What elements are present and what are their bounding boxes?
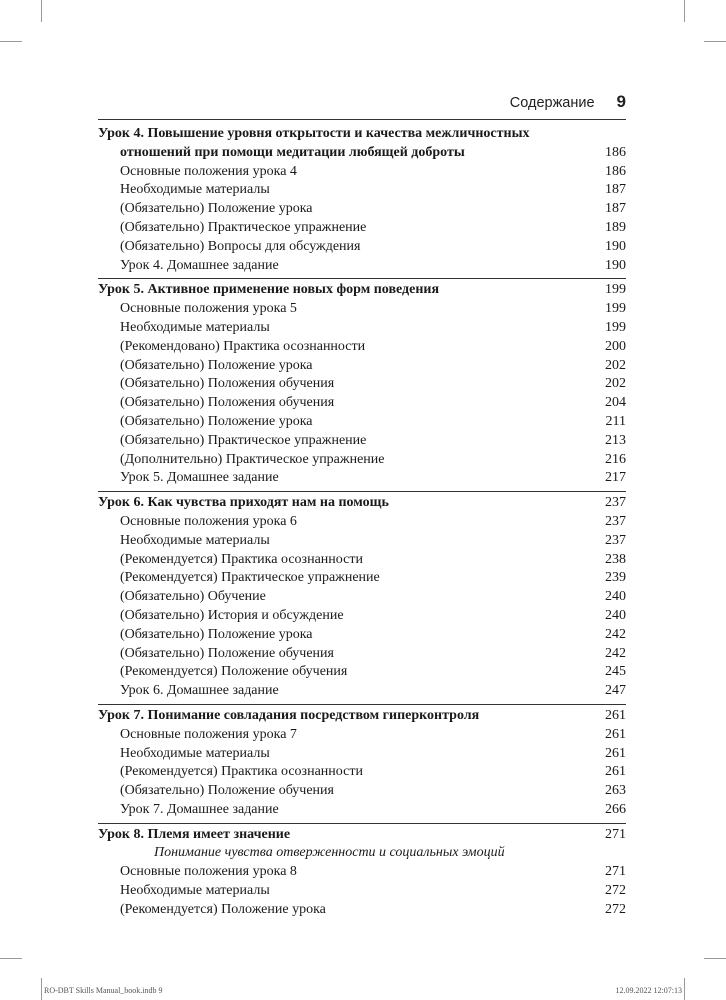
toc-entry[interactable] [98, 801, 626, 820]
entry-page: 272 [605, 883, 626, 899]
toc-entry[interactable] [98, 413, 626, 432]
toc-entry[interactable] [98, 682, 626, 701]
crop-mark [684, 0, 685, 22]
entry-title: (Обязательно) Положение урока [120, 626, 313, 642]
chapter-title: Урок 5. Активное применение новых форм поведения [98, 282, 440, 298]
toc-entry[interactable] [98, 882, 626, 901]
entry-page: 187 [605, 182, 626, 198]
entry-page: 199 [605, 319, 626, 335]
entry-title: Урок 6. Домашнее задание [120, 683, 279, 699]
toc-chapter-heading-cont[interactable] [98, 144, 626, 163]
entry-page: 261 [605, 745, 626, 761]
footer-filename: RO-DBT Skills Manual_book.indb 9 [44, 986, 163, 995]
entry-title: (Обязательно) Положение обучения [120, 783, 334, 799]
entry-page: 213 [605, 432, 626, 448]
toc-chapter-heading[interactable] [98, 826, 626, 845]
page-number: 9 [616, 92, 626, 111]
entry-title: Урок 4. Домашнее задание [120, 257, 279, 273]
chapter-page: 186 [605, 144, 626, 160]
entry-page: 237 [605, 513, 626, 529]
toc-entry[interactable] [98, 863, 626, 882]
entry-title: Необходимые материалы [120, 182, 270, 198]
toc-entry[interactable] [98, 551, 626, 570]
entry-page: 261 [605, 764, 626, 780]
toc-entry[interactable] [98, 319, 626, 338]
entry-title: Основные положения урока 4 [120, 163, 297, 179]
toc-chapter-heading[interactable] [98, 281, 626, 300]
entry-title: Урок 5. Домашнее задание [120, 470, 279, 486]
crop-mark [684, 978, 685, 1000]
running-head [510, 92, 626, 112]
entry-title: (Рекомендовано) Практика осознанности [120, 338, 366, 354]
entry-page: 211 [605, 413, 626, 429]
crop-mark [704, 41, 726, 42]
crop-mark [0, 41, 22, 42]
toc-entry[interactable] [98, 569, 626, 588]
running-head-title: Содержание [509, 95, 595, 111]
entry-page: 242 [605, 626, 626, 642]
entry-title: (Рекомендуется) Практическое упражнение [120, 570, 380, 586]
entry-title: Урок 7. Домашнее задание [120, 801, 279, 817]
toc-entry[interactable] [98, 663, 626, 682]
entry-page: 271 [605, 864, 626, 880]
chapter-title: Урок 8. Племя имеет значение [98, 826, 291, 842]
entry-title: (Дополнительно) Практическое упражнение [120, 451, 385, 467]
entry-page: 247 [605, 683, 626, 699]
entry-title: (Обязательно) Положение урока [120, 357, 313, 373]
toc-entry[interactable] [98, 357, 626, 376]
chapter-page: 199 [605, 282, 626, 298]
entry-title: (Обязательно) Положения обучения [120, 376, 335, 392]
entry-title: (Рекомендуется) Положение урока [120, 901, 326, 917]
entry-title: Основные положения урока 5 [120, 301, 297, 317]
entry-title: (Обязательно) Вопросы для обсуждения [120, 238, 361, 254]
entry-title: Необходимые материалы [120, 319, 270, 335]
toc-entry[interactable] [98, 238, 626, 257]
chapter-subtitle: Понимание чувства отверженности и социальных эмоций [154, 845, 505, 861]
toc-entry[interactable] [98, 626, 626, 645]
entry-title: (Обязательно) Положения обучения [120, 395, 335, 411]
toc-chapter-heading[interactable] [98, 707, 626, 726]
entry-page: 239 [605, 570, 626, 586]
entry-page: 242 [605, 645, 626, 661]
chapter-title: Урок 4. Повышение уровня открытости и качества межличностных [98, 126, 530, 141]
entry-page: 186 [605, 163, 626, 179]
crop-mark [0, 958, 22, 959]
entry-title: (Обязательно) Практическое упражнение [120, 432, 367, 448]
chapter-title-cont: отношений при помощи медитации любящей доброты [120, 144, 465, 160]
toc-entry[interactable] [98, 300, 626, 319]
entry-page: 189 [605, 219, 626, 235]
toc-section [98, 704, 626, 820]
header-rule [98, 119, 626, 120]
chapter-page: 261 [605, 707, 626, 723]
crop-mark [704, 958, 726, 959]
toc-section [98, 491, 626, 701]
toc-entry[interactable] [98, 607, 626, 626]
chapter-title: Урок 7. Понимание совладания посредством гиперконтроля [98, 707, 480, 723]
entry-title: (Рекомендуется) Положение обучения [120, 664, 348, 680]
entry-page: 216 [605, 451, 626, 467]
entry-page: 272 [605, 901, 626, 917]
toc-entry[interactable] [98, 469, 626, 488]
toc-entry[interactable] [98, 394, 626, 413]
toc-chapter-heading[interactable] [98, 125, 626, 144]
entry-page: 240 [605, 607, 626, 623]
toc-section [98, 823, 626, 920]
toc-entry[interactable] [98, 645, 626, 664]
entry-page: 237 [605, 532, 626, 548]
chapter-title: Урок 6. Как чувства приходят нам на помощь [98, 495, 389, 511]
entry-title: (Рекомендуется) Практика осознанности [120, 551, 363, 567]
toc-entry[interactable] [98, 726, 626, 745]
entry-title: (Обязательно) Обучение [120, 589, 266, 605]
entry-page: 190 [605, 257, 626, 273]
entry-title: (Обязательно) Практическое упражнение [120, 219, 367, 235]
entry-page: 187 [605, 201, 626, 217]
entry-title: (Обязательно) Положение урока [120, 413, 313, 429]
toc-entry[interactable] [98, 532, 626, 551]
entry-title: Основные положения урока 8 [120, 864, 297, 880]
toc-entry[interactable] [98, 763, 626, 782]
crop-mark [41, 0, 42, 22]
toc-section [98, 278, 626, 488]
chapter-page: 237 [605, 495, 626, 511]
entry-title: (Обязательно) История и обсуждение [120, 607, 344, 623]
toc-section [98, 125, 626, 275]
entry-page: 202 [605, 376, 626, 392]
entry-title: Основные положения урока 6 [120, 513, 297, 529]
entry-page: 245 [605, 664, 626, 680]
entry-title: Необходимые материалы [120, 745, 270, 761]
entry-page: 263 [605, 783, 626, 799]
toc-entry[interactable] [98, 338, 626, 357]
toc-entry[interactable] [98, 163, 626, 182]
entry-page: 190 [605, 238, 626, 254]
toc-entry[interactable] [98, 257, 626, 276]
entry-page: 238 [605, 551, 626, 567]
toc-entry[interactable] [98, 375, 626, 394]
toc-entry[interactable] [98, 901, 626, 920]
entry-page: 217 [605, 470, 626, 486]
toc-chapter-heading[interactable] [98, 494, 626, 513]
toc-entry[interactable] [98, 513, 626, 532]
toc-entry[interactable] [98, 745, 626, 764]
entry-title: (Обязательно) Положение обучения [120, 645, 334, 661]
table-of-contents [98, 125, 626, 920]
footer-timestamp: 12.09.2022 12:07:13 [615, 986, 682, 995]
entry-title: (Обязательно) Положение урока [120, 201, 313, 217]
chapter-page: 271 [605, 826, 626, 842]
toc-entry[interactable] [98, 181, 626, 200]
toc-entry[interactable] [98, 782, 626, 801]
entry-title: Необходимые материалы [120, 532, 270, 548]
entry-title: Основные положения урока 7 [120, 726, 297, 742]
entry-page: 200 [605, 338, 626, 354]
print-footer [44, 986, 682, 995]
entry-page: 266 [605, 801, 626, 817]
crop-mark [41, 978, 42, 1000]
entry-page: 202 [605, 357, 626, 373]
entry-title: (Рекомендуется) Практика осознанности [120, 764, 363, 780]
entry-page: 261 [605, 726, 626, 742]
toc-entry[interactable] [98, 451, 626, 470]
toc-entry[interactable] [98, 588, 626, 607]
entry-page: 199 [605, 301, 626, 317]
entry-title: Необходимые материалы [120, 883, 270, 899]
entry-page: 204 [605, 395, 626, 411]
toc-entry[interactable] [98, 219, 626, 238]
toc-entry[interactable] [98, 200, 626, 219]
entry-page: 240 [605, 589, 626, 605]
toc-entry[interactable] [98, 432, 626, 451]
